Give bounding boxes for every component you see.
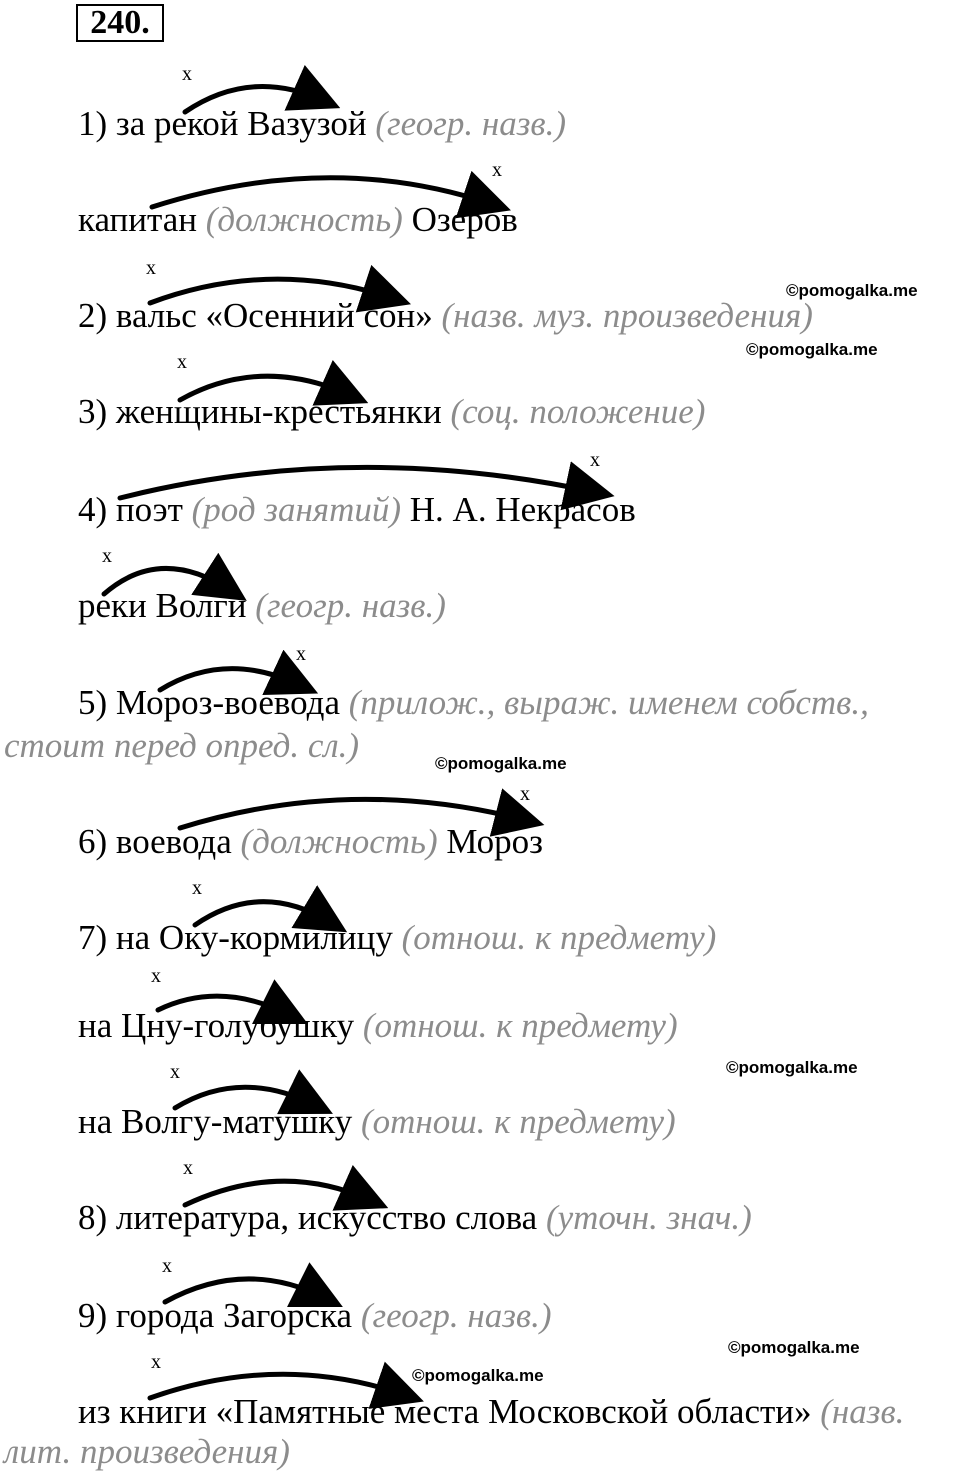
line-text: на Цну-голубушку [78, 1006, 363, 1045]
answer-line-9 [78, 918, 716, 958]
line-text: 5) Мороз-воевода [78, 683, 349, 722]
line-text: 2) вальс «Осенний сон» [78, 296, 442, 335]
line-note: (отнош. к предмету) [362, 1006, 678, 1045]
watermark: ©pomogalka.me [435, 754, 567, 773]
marker-x: x [296, 643, 306, 665]
line-note: (должность) [205, 200, 403, 239]
line-text: из книги «Памятные места Московской области» [78, 1392, 821, 1431]
line-note: стоит перед опред. сл.) [4, 726, 360, 765]
marker-x: x [170, 1061, 180, 1083]
line-note: (геогр. назв.) [375, 104, 566, 143]
marker-x: x [151, 965, 161, 987]
answer-line-2 [78, 200, 518, 240]
marker-x: x [146, 257, 156, 279]
line-note: (назв. муз. произведения) [441, 296, 813, 335]
marker-x: x [183, 1157, 193, 1179]
answer-line-7 [78, 683, 869, 723]
answer-line-1 [78, 104, 566, 144]
answer-line-3 [78, 296, 813, 336]
marker-x: x [182, 63, 192, 85]
watermark: ©pomogalka.me [412, 1366, 544, 1385]
watermark: ©pomogalka.me [786, 281, 918, 300]
line-text: 3) женщины-крестьянки [78, 392, 451, 431]
line-text: капитан [78, 200, 206, 239]
line-note: (отнош. к предмету) [401, 918, 717, 957]
watermark: ©pomogalka.me [746, 340, 878, 359]
exercise-number: 240. [76, 4, 164, 42]
marker-x: x [162, 1255, 172, 1277]
answer-line-11 [78, 1102, 676, 1142]
line-text: 4) поэт [78, 490, 192, 529]
line-note: (геогр. назв.) [255, 586, 446, 625]
watermark: ©pomogalka.me [728, 1338, 860, 1357]
line-tail: Озеров [402, 200, 518, 239]
answer-line-6 [78, 586, 446, 626]
line-text: 1) за рекой Вазузой [78, 104, 376, 143]
line-note: (отнош. к предмету) [360, 1102, 676, 1141]
line-note: (уточн. знач.) [545, 1198, 752, 1237]
line-note: (геогр. назв.) [360, 1296, 552, 1335]
line-note: (род занятий) [191, 490, 402, 529]
line-text: на Волгу-матушку [78, 1102, 361, 1141]
answer-line-14 [78, 1392, 904, 1432]
marker-x: x [151, 1351, 161, 1373]
answer-line-12 [78, 1198, 752, 1238]
line-note: (соц. положение) [450, 392, 706, 431]
marker-x: x [102, 545, 112, 567]
line-tail: Мороз [437, 822, 543, 861]
line-text: 7) на Оку-кормилицу [78, 918, 402, 957]
line-text: 6) воевода [78, 822, 241, 861]
line-note: (прилож., выраж. именем собств., [348, 683, 869, 722]
line-tail: Н. А. Некрасов [401, 490, 636, 529]
answer-line-10 [78, 1006, 678, 1046]
line-text: 9) города Загорска [78, 1296, 361, 1335]
answer-line-13 [78, 1296, 551, 1336]
answer-line-7-cont [4, 726, 359, 766]
answer-line-5 [78, 490, 636, 530]
marker-x: x [520, 783, 530, 805]
line-note: (назв. [820, 1392, 905, 1431]
line-text: реки Волги [78, 586, 256, 625]
answer-line-8 [78, 822, 543, 862]
answer-line-14-cont [4, 1432, 290, 1472]
watermark: ©pomogalka.me [726, 1058, 858, 1077]
marker-x: x [590, 449, 600, 471]
marker-x: x [492, 159, 502, 181]
marker-x: x [192, 877, 202, 899]
line-text: 8) литература, искусство слова [78, 1198, 546, 1237]
marker-x: x [177, 351, 187, 373]
answer-line-4 [78, 392, 705, 432]
line-note: лит. произведения) [4, 1432, 290, 1471]
line-note: (должность) [240, 822, 438, 861]
